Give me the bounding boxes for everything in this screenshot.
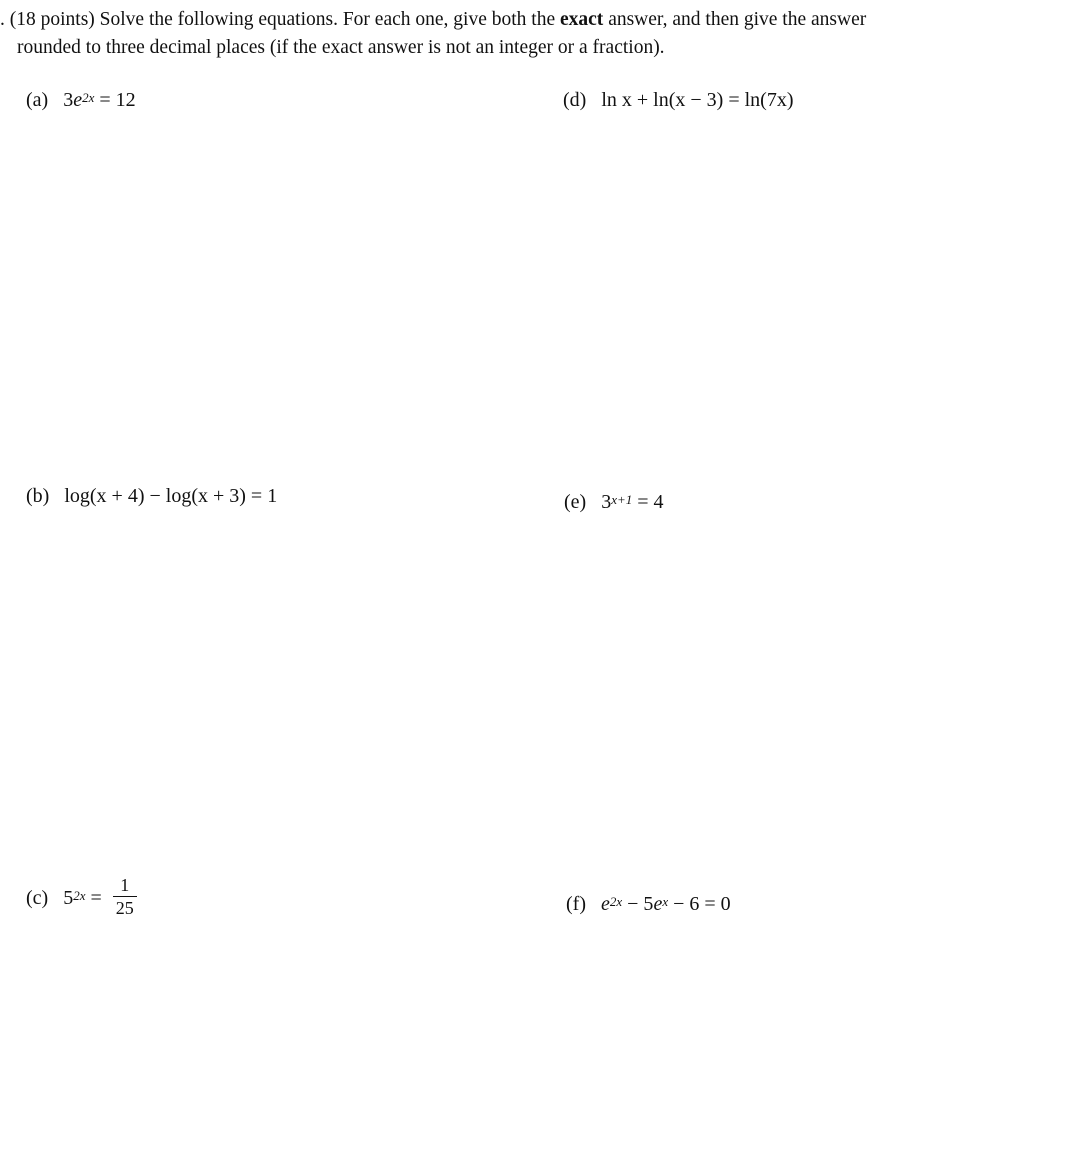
problem-intro-tail: answer, and then give the answer xyxy=(603,9,867,30)
part-d xyxy=(563,88,793,112)
part-c-denominator: 25 xyxy=(115,898,134,918)
part-a-equation xyxy=(63,89,135,111)
part-c-lhs xyxy=(63,887,102,909)
part-e-rhs: = 4 xyxy=(632,491,664,513)
part-f-term1-exponent xyxy=(610,894,622,909)
part-e-exponent xyxy=(611,492,632,507)
part-c-base: 5 xyxy=(63,886,74,909)
problem-statement-line-1 xyxy=(0,6,866,34)
part-e-equation xyxy=(601,491,663,513)
part-c-label: (c) xyxy=(26,886,49,909)
part-c-equals: = xyxy=(85,886,102,909)
exact-emphasis: exact xyxy=(560,9,604,30)
part-f-term2-exponent xyxy=(662,894,668,909)
part-f-term1-exponent-text: 2x xyxy=(609,894,623,909)
part-f-term2-base: e xyxy=(653,893,663,915)
part-a-exponent-text: 2x xyxy=(82,90,95,105)
part-e-exponent-text: x+1 xyxy=(611,492,633,507)
part-b xyxy=(26,484,277,508)
part-f-rhs: − 6 = 0 xyxy=(668,893,731,915)
part-f-equation xyxy=(601,893,731,915)
problem-intro-text: . (18 points) Solve the following equations. For each one, give both the xyxy=(0,9,560,30)
part-f-term2-exponent-text: x xyxy=(662,894,669,909)
part-d-label: (d) xyxy=(563,89,587,111)
part-c-numerator: 1 xyxy=(113,874,137,897)
part-f xyxy=(566,892,731,918)
part-a-rhs: = 12 xyxy=(94,89,136,111)
part-c-fraction xyxy=(113,874,137,919)
part-f-middle: − 5 xyxy=(622,893,654,915)
part-b-equation: log(x + 4) − log(x + 3) = 1 xyxy=(64,485,278,507)
part-a-base-e: e xyxy=(73,89,83,111)
part-c-exponent-text: 2x xyxy=(73,887,86,903)
part-e-label: (e) xyxy=(564,491,587,513)
problem-statement-line-2: rounded to three decimal places (if the exact answer is not an integer or a fraction). xyxy=(17,37,665,58)
part-c xyxy=(26,876,137,921)
part-e xyxy=(564,490,664,516)
part-a-coefficient: 3 xyxy=(63,89,74,111)
part-a xyxy=(26,88,136,114)
part-f-label: (f) xyxy=(566,893,586,915)
part-a-label: (a) xyxy=(26,89,49,111)
part-f-term1-base: e xyxy=(600,893,610,915)
part-c-exponent xyxy=(73,888,85,903)
part-a-exponent xyxy=(82,90,94,105)
part-d-equation: ln x + ln(x − 3) = ln(7x) xyxy=(601,89,794,111)
part-b-label: (b) xyxy=(26,485,50,507)
part-e-base: 3 xyxy=(601,491,612,513)
